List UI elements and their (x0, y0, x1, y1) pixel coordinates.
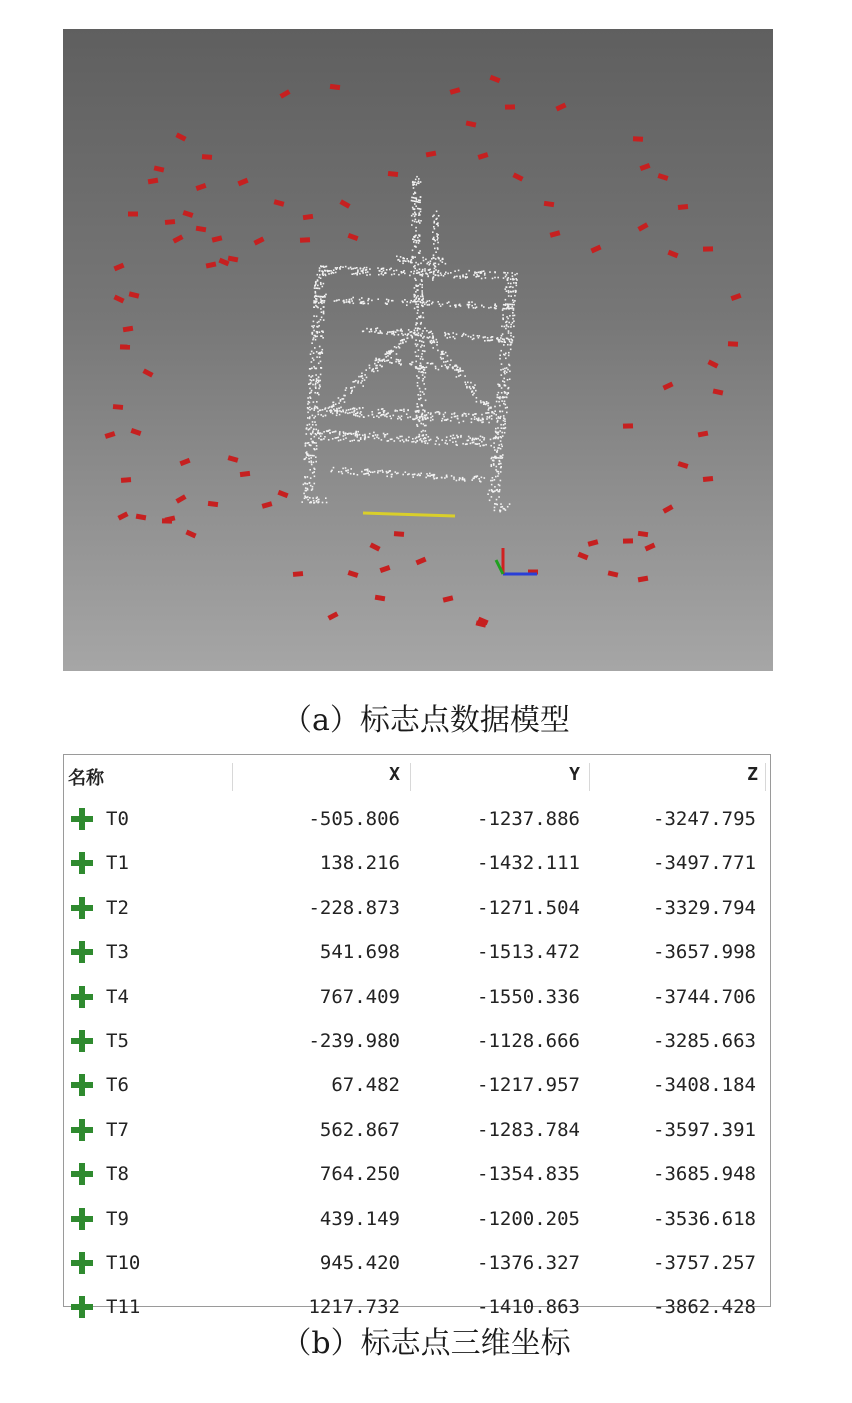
coord-x: 1217.732 (308, 1296, 400, 1319)
coord-z: -3597.391 (653, 1118, 756, 1141)
marker-point (588, 539, 599, 546)
marker-point (262, 501, 273, 509)
coord-z: -3408.184 (653, 1074, 756, 1097)
plus-icon[interactable] (71, 1252, 93, 1274)
marker-point (228, 455, 239, 463)
marker-point (639, 163, 650, 171)
marker-point (644, 543, 655, 552)
marker-point (327, 611, 338, 620)
column-header-x[interactable]: X (389, 764, 400, 785)
marker-point (117, 512, 128, 521)
table-row[interactable] (64, 977, 770, 1021)
marker-point (129, 291, 140, 298)
marker-point (212, 235, 223, 242)
marker-point (638, 531, 649, 537)
column-header-y[interactable]: Y (569, 764, 580, 785)
table-row[interactable] (64, 1021, 770, 1065)
marker-point (175, 494, 186, 503)
marker-point (330, 84, 341, 90)
table-row[interactable] (64, 888, 770, 932)
coord-y: -1128.666 (477, 1029, 580, 1052)
marker-point (375, 595, 386, 602)
marker-point (388, 171, 398, 177)
marker-point (195, 183, 206, 191)
marker-point (415, 557, 426, 566)
marker-point (633, 136, 643, 142)
coordinates-table (63, 754, 771, 1319)
table-row[interactable] (64, 843, 770, 887)
caption-marker-coordinates: （b）标志点三维坐标 (281, 1326, 571, 1361)
scale-bar (363, 513, 455, 516)
coord-x: 764.250 (319, 1163, 400, 1186)
marker-point (698, 431, 709, 438)
column-divider[interactable] (232, 763, 233, 791)
coord-y: -1200.205 (477, 1207, 580, 1230)
column-divider[interactable] (410, 763, 411, 791)
coord-y: -1283.784 (477, 1118, 580, 1141)
table-row[interactable] (64, 1065, 770, 1109)
marker-point (662, 382, 673, 391)
plus-icon[interactable] (71, 1163, 93, 1185)
coord-z: -3536.618 (653, 1207, 756, 1230)
coord-z: -3862.428 (653, 1296, 756, 1319)
marker-point (253, 237, 264, 246)
point-cloud-viewport[interactable] (63, 29, 773, 671)
table-row[interactable] (64, 1199, 770, 1243)
marker-point (379, 565, 390, 573)
marker-point (707, 360, 718, 369)
coord-y: -1513.472 (477, 941, 580, 964)
coord-y: -1550.336 (477, 985, 580, 1008)
marker-point (678, 204, 688, 210)
plus-icon[interactable] (71, 1030, 93, 1052)
marker-name: T11 (106, 1296, 141, 1319)
marker-point (303, 214, 314, 220)
table-row[interactable] (64, 1110, 770, 1154)
table-row[interactable] (64, 1154, 770, 1198)
marker-point (162, 518, 172, 523)
marker-point (104, 431, 115, 439)
marker-point (512, 173, 523, 182)
marker-point (113, 263, 124, 272)
marker-name: T7 (106, 1118, 129, 1141)
marker-point (466, 121, 477, 128)
coord-z: -3757.257 (653, 1251, 756, 1274)
coord-y: -1354.835 (477, 1163, 580, 1186)
marker-point (555, 103, 566, 112)
marker-point (179, 458, 190, 466)
marker-point (477, 152, 488, 160)
caption-marker-model: （a）标志点数据模型 (282, 703, 570, 738)
marker-name: T9 (106, 1207, 129, 1230)
marker-point (489, 75, 500, 83)
coord-z: -3497.771 (653, 852, 756, 875)
marker-name: T4 (106, 985, 129, 1008)
plus-icon[interactable] (71, 1208, 93, 1230)
coord-x: 945.420 (319, 1251, 400, 1274)
marker-name: T8 (106, 1163, 129, 1186)
coord-x: -228.873 (308, 896, 400, 919)
marker-point (450, 87, 461, 95)
marker-point (202, 154, 212, 160)
coord-x: 767.409 (319, 985, 400, 1008)
coord-x: -239.980 (308, 1029, 400, 1052)
marker-point (677, 461, 688, 469)
plus-icon[interactable] (71, 1296, 93, 1318)
marker-point (623, 538, 633, 543)
plus-icon[interactable] (71, 1074, 93, 1096)
marker-point (730, 293, 741, 301)
marker-point (175, 133, 186, 142)
coord-y: -1376.327 (477, 1251, 580, 1274)
marker-point (182, 210, 193, 218)
marker-point (667, 250, 678, 258)
marker-name: T3 (106, 941, 129, 964)
marker-point (703, 476, 713, 482)
plus-icon[interactable] (71, 941, 93, 963)
marker-point (662, 504, 673, 513)
marker-point (208, 501, 219, 507)
coord-x: 439.149 (319, 1207, 400, 1230)
marker-point (136, 514, 147, 521)
marker-point (128, 212, 138, 217)
marker-point (728, 341, 738, 347)
coord-y: -1410.863 (477, 1296, 580, 1319)
marker-point (300, 237, 310, 243)
coord-x: 541.698 (319, 941, 400, 964)
marker-point (577, 552, 588, 560)
marker-point (154, 165, 165, 172)
marker-point (638, 576, 649, 583)
marker-point (544, 201, 555, 207)
marker-name: T10 (106, 1251, 141, 1274)
table-row[interactable] (64, 1243, 770, 1287)
marker-point (277, 490, 288, 498)
plus-icon[interactable] (71, 897, 93, 919)
coord-x: -505.806 (308, 808, 400, 830)
marker-point (130, 428, 141, 436)
marker-point (240, 471, 251, 477)
marker-point (228, 256, 239, 263)
marker-point (394, 531, 404, 537)
coord-x: 562.867 (319, 1118, 400, 1141)
column-header-z[interactable]: Z (747, 764, 758, 785)
marker-point (120, 344, 130, 349)
marker-point (443, 595, 454, 602)
marker-name: T1 (106, 852, 129, 875)
plus-icon[interactable] (71, 808, 93, 830)
marker-point (369, 543, 380, 552)
marker-point (608, 570, 619, 577)
marker-point (165, 219, 175, 225)
table-row[interactable] (64, 799, 770, 843)
coord-z: -3685.948 (653, 1163, 756, 1186)
coord-x: 67.482 (331, 1074, 400, 1097)
coord-y: -1237.886 (477, 808, 580, 830)
coord-z: -3285.663 (653, 1029, 756, 1052)
marker-point (123, 326, 134, 333)
plus-icon[interactable] (71, 852, 93, 874)
marker-point (293, 571, 303, 577)
plus-icon[interactable] (71, 986, 93, 1008)
marker-point (623, 423, 633, 428)
marker-point (426, 151, 437, 158)
coord-x: 138.216 (319, 852, 400, 875)
column-divider[interactable] (589, 763, 590, 791)
table-row[interactable] (64, 932, 770, 976)
marker-name: T2 (106, 896, 129, 919)
frame-point-cloud (301, 176, 517, 513)
marker-point (121, 477, 131, 483)
coord-z: -3657.998 (653, 941, 756, 964)
plus-icon[interactable] (71, 1119, 93, 1141)
marker-point (347, 570, 358, 578)
marker-point (206, 262, 217, 269)
marker-point (590, 245, 601, 254)
marker-point (703, 246, 713, 251)
table-body (64, 799, 770, 1332)
marker-point (148, 178, 159, 185)
marker-point (172, 234, 183, 243)
marker-point (279, 89, 290, 98)
column-divider[interactable] (765, 763, 766, 791)
column-header-name[interactable]: 名称 (68, 768, 104, 789)
table-header (64, 755, 770, 795)
marker-point (505, 104, 515, 109)
coord-y: -1217.957 (477, 1074, 580, 1097)
coord-y: -1432.111 (477, 852, 580, 875)
coord-y: -1271.504 (477, 896, 580, 919)
marker-point (550, 230, 561, 237)
marker-name: T6 (106, 1074, 129, 1097)
marker-point (113, 295, 124, 304)
marker-point (637, 222, 648, 231)
marker-point (713, 389, 724, 396)
coord-z: -3247.795 (653, 808, 756, 830)
marker-point (274, 199, 285, 206)
marker-point (142, 368, 153, 377)
marker-name: T0 (106, 808, 129, 830)
marker-name: T5 (106, 1029, 129, 1052)
marker-point (113, 404, 123, 410)
marker-point (185, 530, 196, 539)
coord-z: -3329.794 (653, 896, 756, 919)
marker-point (657, 173, 668, 181)
coord-z: -3744.706 (653, 985, 756, 1008)
point-cloud-canvas (63, 29, 773, 671)
marker-point (339, 199, 350, 208)
marker-point (196, 226, 207, 233)
marker-point (347, 233, 358, 241)
marker-point (237, 178, 248, 186)
